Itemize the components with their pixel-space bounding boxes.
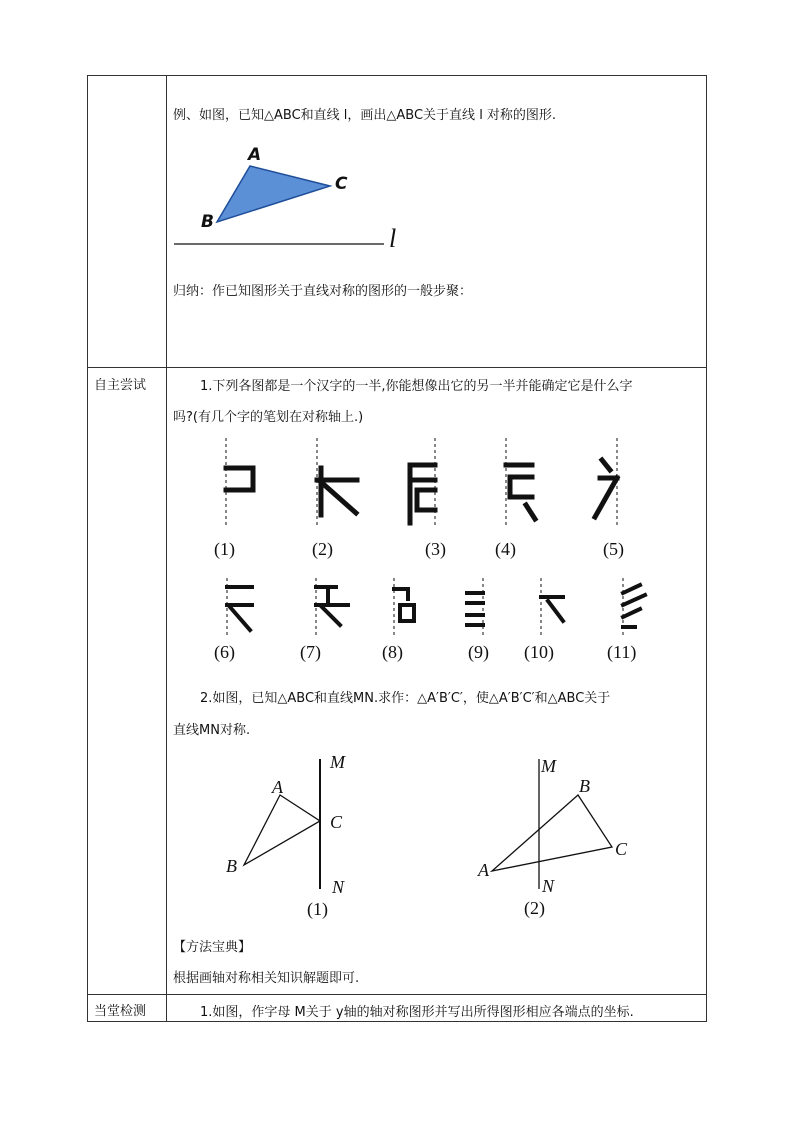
fig2-caption: (2) [524, 898, 545, 918]
summary-text: 归纳：作已知图形关于直线对称的图形的一般步聚： [173, 284, 473, 299]
fig2-label-m: M [541, 756, 556, 776]
example-text: 例、如图，已知△ABC和直线 l，画出△ABC关于直线 l 对称的图形. [173, 108, 557, 123]
half-characters-row1 [170, 435, 690, 535]
table-column-divider [166, 75, 167, 1022]
char7-half [316, 587, 348, 625]
char6-half [227, 587, 252, 630]
fig1-caption: (1) [307, 899, 328, 919]
triangle-abc [217, 166, 330, 222]
fig2-label-c: C [615, 839, 628, 859]
half-characters-row2 [170, 575, 690, 645]
label-a: A [248, 145, 262, 165]
char11-half [623, 585, 645, 627]
row-label-self-try: 自主尝试 [94, 378, 147, 393]
q2-line2: 直线MN对称. [173, 723, 251, 738]
char-label-9: (9) [468, 642, 489, 662]
label-b: B [201, 212, 214, 232]
fig1-label-m: M [330, 752, 345, 772]
method-text: 根据画轴对称相关知识解题即可. [173, 971, 360, 986]
q1-line1: 1.下列各图都是一个汉字的一半,你能想像出它的另一半并能确定它是什么字 [200, 379, 633, 394]
char-label-10: (10) [524, 642, 554, 662]
fig2-label-b: B [579, 776, 590, 796]
char-label-6: (6) [214, 642, 235, 662]
char5-half [595, 460, 617, 517]
table-border-left [87, 75, 88, 1022]
char-label-7: (7) [300, 642, 321, 662]
char2-half [317, 468, 357, 515]
char4-half [506, 465, 535, 519]
char-label-1: (1) [214, 539, 235, 559]
q2-line1: 2.如图，已知△ABC和直线MN.求作：△A′B′C′，使△A′B′C′和△ABC关于 [200, 691, 611, 706]
table-row-divider-2 [87, 994, 707, 995]
fig1-label-c: C [330, 812, 343, 832]
char1-half [226, 468, 253, 490]
fig1-label-b: B [226, 856, 237, 876]
char-label-5: (5) [603, 539, 624, 559]
char3-half [410, 465, 435, 523]
char-label-2: (2) [312, 539, 333, 559]
label-c: C [335, 174, 348, 194]
mn-figure-2 [480, 755, 640, 895]
char-label-11: (11) [607, 642, 637, 662]
fig1-label-a: A [272, 777, 283, 797]
method-title: 【方法宝典】 [173, 940, 252, 955]
triangle-abc-figure [170, 140, 420, 260]
char-label-3: (3) [425, 539, 446, 559]
fig2-label-a: A [478, 860, 489, 880]
table-border-top [87, 75, 707, 76]
char8-half [394, 589, 414, 621]
char-label-4: (4) [495, 539, 516, 559]
table-border-bottom [87, 1021, 707, 1022]
char-label-8: (8) [382, 642, 403, 662]
in-class-test-text: 1.如图，作字母 M关于 y轴的轴对称图形并写出所得图形相应各端点的坐标. [200, 1005, 634, 1020]
table-row-divider-1 [87, 367, 707, 368]
char10-half [541, 597, 563, 621]
table-border-right [706, 75, 707, 1022]
fig1-label-n: N [332, 877, 345, 897]
label-l: l [389, 224, 397, 253]
fig2-label-n: N [542, 876, 555, 896]
q1-line2: 吗?(有几个字的笔划在对称轴上.) [173, 410, 364, 425]
char9-half [467, 593, 483, 625]
row-label-in-class-test: 当堂检测 [94, 1004, 147, 1019]
